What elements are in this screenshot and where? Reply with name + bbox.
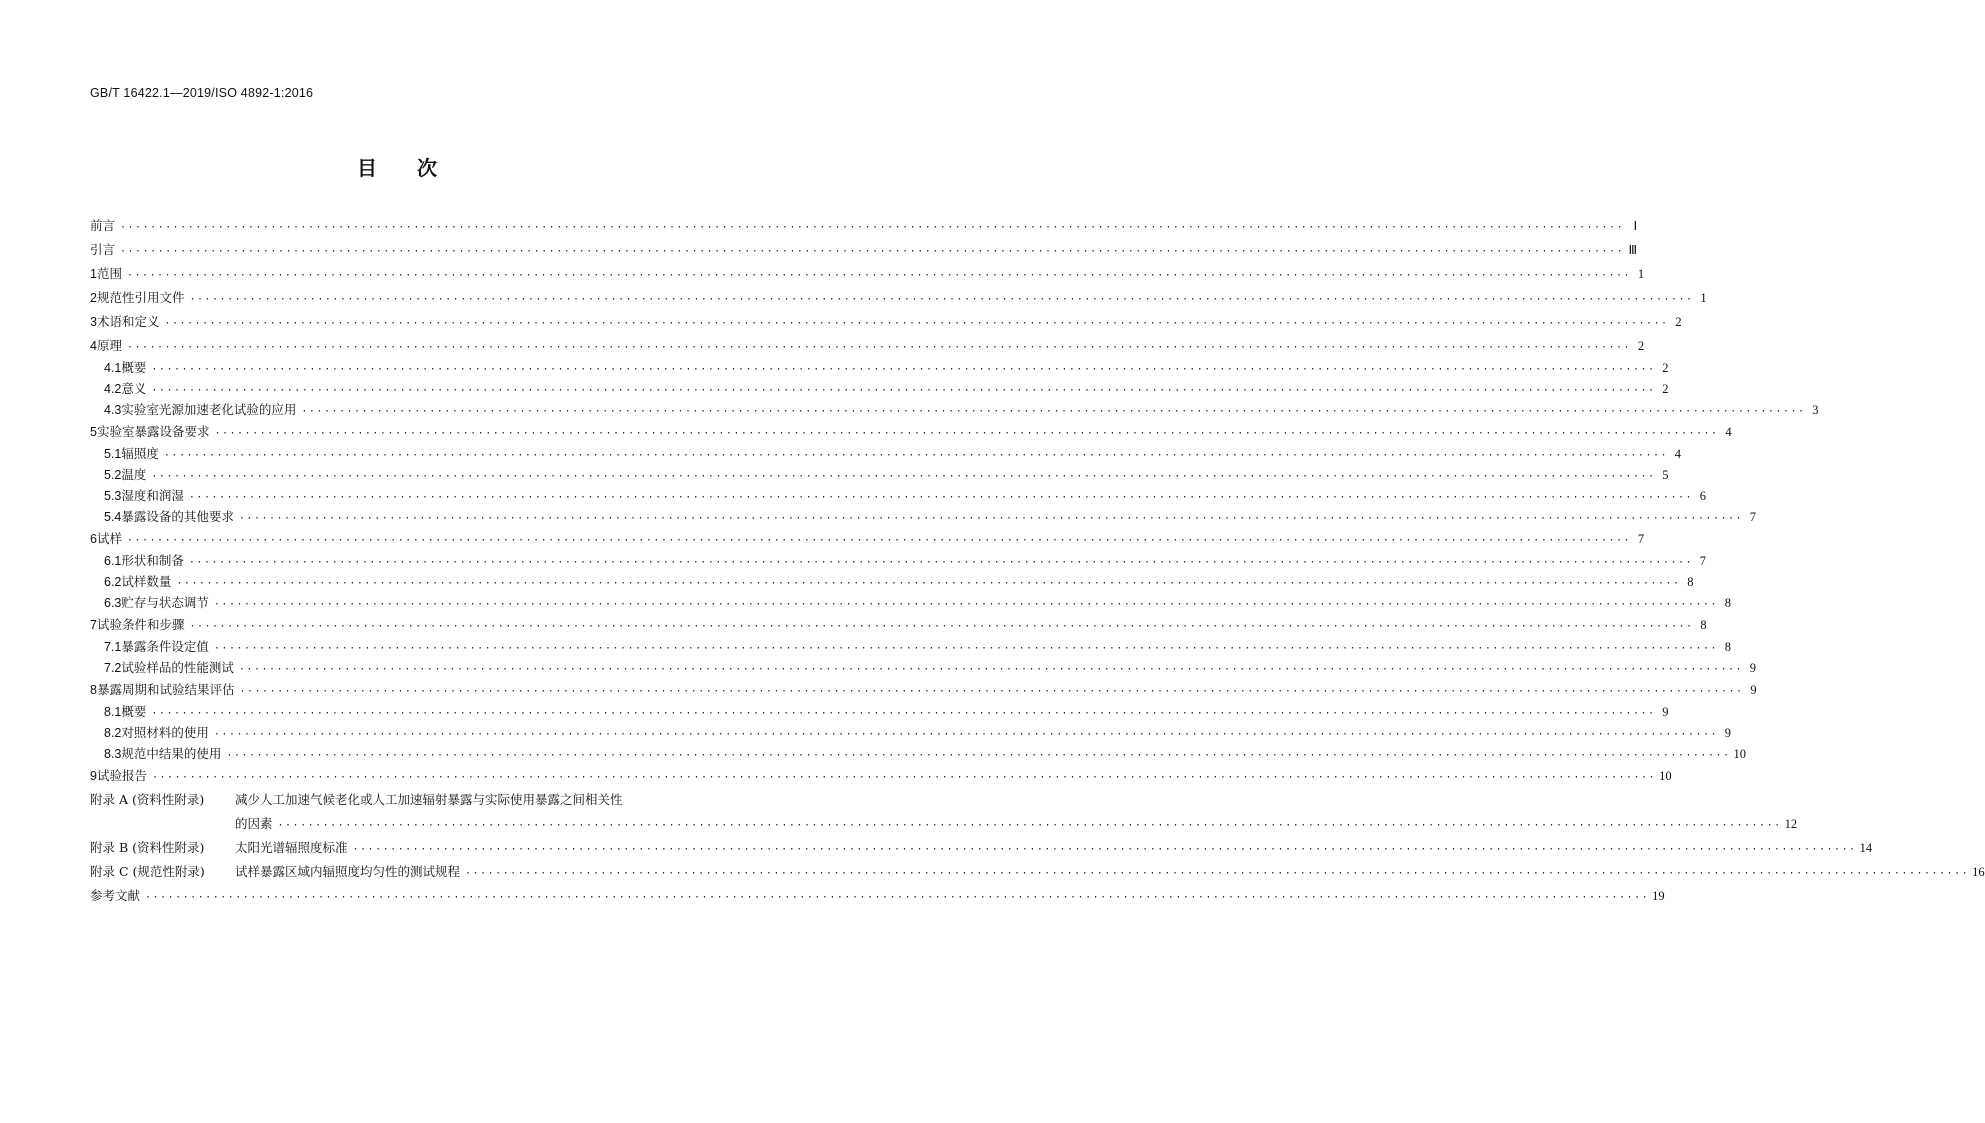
toc-entry-number: 6 (90, 532, 97, 546)
toc-entry[interactable] (90, 420, 1732, 444)
toc-entry-label: 意义 (121, 381, 147, 396)
toc-entry-page: 9 (1749, 661, 1757, 675)
toc-entry-label: 试验报告 (96, 768, 147, 783)
toc-leader-dots: ········································································································································································································ (213, 729, 1719, 740)
toc-entry[interactable] (90, 613, 1707, 637)
toc-entry-label: 参考文献 (90, 888, 141, 903)
toc-entry-page: 8 (1724, 596, 1732, 610)
toc-leader-dots: ········································································································································································································ (126, 535, 1632, 546)
toc-subentry[interactable] (90, 636, 1732, 657)
toc-entry-page: 8 (1687, 575, 1694, 589)
toc-subentry[interactable] (90, 443, 1682, 464)
toc-leader-dots: ········································································································································································································ (213, 599, 1719, 610)
toc-entry-page: Ⅲ (1628, 243, 1638, 257)
appendix-title-line2 (235, 860, 1985, 884)
toc-entry-page: 9 (1662, 705, 1669, 719)
toc-leader-dots: ········································································································································································································ (120, 246, 1625, 257)
toc-entry[interactable] (90, 214, 1638, 238)
toc-entry-number: 5.3 (104, 489, 122, 503)
toc-entry-label: 概要 (121, 360, 147, 375)
toc-entry-label: 湿度和润湿 (121, 488, 184, 503)
toc-entry[interactable] (90, 238, 1638, 262)
toc-subentry[interactable] (90, 399, 1819, 420)
toc-leader-dots: ········································································································································································································ (239, 686, 1744, 697)
toc-entry-page: 3 (1812, 403, 1819, 417)
appendix-title-line1: 减少人工加速气候老化或人工加速辐射暴露与实际使用暴露之间相关性 (235, 792, 623, 807)
toc-entry[interactable] (90, 262, 1645, 286)
toc-leader-dots: ········································································································································································································ (151, 471, 1656, 482)
toc-entry-label: 试样 (96, 531, 122, 546)
toc-leader-dots: ········································································································································································································ (120, 222, 1625, 233)
toc-subentry[interactable] (90, 701, 1669, 722)
toc-entry-label: 规范中结果的使用 (121, 746, 222, 761)
toc-entry-label: 暴露周期和试验结果评估 (96, 682, 235, 697)
toc-leader-dots: ········································································································································································································ (238, 513, 1744, 524)
toc-subentry[interactable] (90, 592, 1732, 613)
toc-entry-label: 辐照度 (121, 446, 159, 461)
appendix-title-line2 (235, 812, 1797, 836)
toc-entry-label: 规范性引用文件 (96, 290, 185, 305)
toc-entry[interactable] (90, 527, 1645, 551)
toc-entry-page: 2 (1637, 339, 1645, 353)
toc-entry[interactable] (90, 286, 1707, 310)
appendix-heading: 附录 A (资料性附录) (90, 792, 205, 807)
toc-entry-number: 2 (90, 291, 97, 305)
toc-entry-label: 引言 (90, 242, 116, 257)
toc-leader-dots: ········································································································································································································ (151, 708, 1656, 719)
toc-subentry[interactable] (90, 550, 1707, 571)
toc-leader-dots: ········································································································································································································ (214, 428, 1719, 439)
toc-entry-number: 9 (90, 769, 97, 783)
appendix-title-line2 (235, 836, 1872, 860)
toc-entry-label: 暴露条件设定值 (121, 639, 209, 654)
toc-entry-label: 温度 (121, 467, 147, 482)
toc-entry-page: 6 (1699, 489, 1707, 503)
toc-entry-label: 术语和定义 (96, 314, 160, 329)
toc-entries (90, 214, 1819, 788)
toc-subentry[interactable] (90, 571, 1694, 592)
toc-entry-page: Ⅰ (1633, 219, 1638, 233)
appendix-title-block (235, 860, 1985, 884)
toc-entry-label: 前言 (90, 218, 116, 233)
toc-leader-dots: ········································································································································································································ (352, 844, 1857, 855)
toc-entry-page: 5 (1662, 468, 1669, 482)
toc-entry-number: 6.1 (104, 554, 122, 568)
toc-leader-dots: ········································································································································································································ (164, 318, 1669, 329)
toc-leader-dots: ········································································································································································································ (188, 557, 1694, 568)
toc-entry-page: 1 (1637, 267, 1645, 281)
table-of-contents (90, 214, 1985, 908)
toc-leader-dots: ········································································································································································································ (126, 270, 1632, 281)
toc-entry-page: 2 (1662, 361, 1669, 375)
toc-leader-dots: ········································································································································································································ (277, 820, 1782, 831)
toc-entry-number: 6.3 (104, 596, 122, 610)
toc-leader-dots: ········································································································································································································ (126, 342, 1632, 353)
toc-entry-label: 试验条件和步骤 (96, 617, 185, 632)
toc-leader-dots: ········································································································································································································ (188, 492, 1694, 503)
toc-leader-dots: ········································································································································································································ (163, 450, 1669, 461)
appendix-heading: 附录 B (资料性附录) (90, 840, 205, 855)
toc-entry[interactable] (90, 310, 1682, 334)
toc-subentry[interactable] (90, 743, 1747, 764)
toc-entry-number: 7.1 (104, 640, 122, 654)
appendix-heading: 附录 C (规范性附录) (90, 864, 205, 879)
toc-entry-page: 8 (1724, 640, 1732, 654)
toc-entry-number: 5.2 (104, 468, 122, 482)
toc-subentry[interactable] (90, 378, 1669, 399)
toc-entry-number: 4 (90, 339, 97, 353)
toc-entry-page: 19 (1652, 889, 1665, 903)
toc-entry-label: 实验室暴露设备要求 (96, 424, 210, 439)
toc-entry-page: 10 (1659, 769, 1672, 783)
toc-appendix-entry[interactable] (90, 836, 1873, 860)
toc-leader-dots: ········································································································································································································ (238, 664, 1744, 675)
toc-entry-label: 贮存与状态调节 (121, 595, 209, 610)
toc-entry-page: 9 (1750, 683, 1757, 697)
appendix-title-text: 试样暴露区域内辐照度均匀性的测试规程 (235, 864, 461, 879)
toc-leader-dots: ········································································································································································································ (151, 364, 1656, 375)
toc-subentry[interactable] (90, 485, 1707, 506)
toc-leader-dots: ········································································································································································································ (226, 750, 1731, 761)
toc-entry-number: 7.2 (104, 661, 122, 675)
toc-entry-page: 14 (1859, 841, 1873, 855)
toc-subentry[interactable] (90, 464, 1669, 485)
toc-entry-page: 7 (1699, 554, 1707, 568)
toc-entry-number: 8.1 (104, 705, 122, 719)
toc-entry-page: 4 (1674, 447, 1682, 461)
standard-code-header: GB/T 16422.1—2019/ISO 4892-1:2016 (90, 86, 314, 100)
toc-entry-page: 9 (1724, 726, 1732, 740)
toc-subentry[interactable] (90, 506, 1757, 527)
toc-entry-number: 7 (90, 618, 97, 632)
toc-entry-number: 8.3 (104, 747, 122, 761)
toc-entry-number: 1 (90, 267, 97, 281)
toc-subentry[interactable] (90, 657, 1757, 678)
appendix-title-text: 太阳光谱辐照度标准 (235, 840, 348, 855)
toc-entry[interactable] (90, 764, 1672, 788)
toc-leader-dots: ········································································································································································································ (189, 294, 1694, 305)
toc-entry-page: 12 (1784, 817, 1798, 831)
toc-subentry[interactable] (90, 722, 1732, 743)
toc-entry-page: 7 (1749, 510, 1757, 524)
toc-subentry[interactable] (90, 357, 1669, 378)
toc-entry-page: 4 (1725, 425, 1732, 439)
toc-entry-number: 5.4 (104, 510, 122, 524)
toc-entry-page: 2 (1675, 315, 1682, 329)
toc-entry-number: 8 (90, 683, 97, 697)
toc-entry-number: 5 (90, 425, 97, 439)
toc-entry-number: 4.2 (104, 382, 122, 396)
toc-entry-label: 范围 (96, 266, 122, 281)
page-title: 目次 (357, 156, 477, 180)
toc-entry-page: 7 (1637, 532, 1645, 546)
toc-entry[interactable] (90, 678, 1757, 702)
toc-entry-label: 形状和制备 (121, 553, 184, 568)
toc-leader-dots: ········································································································································································································ (213, 643, 1719, 654)
toc-entry-label: 概要 (121, 704, 147, 719)
toc-entry-page: 10 (1733, 747, 1747, 761)
toc-entry-page: 1 (1700, 291, 1707, 305)
toc-leader-dots: ········································································································································································································ (145, 892, 1650, 903)
toc-entry-number: 6.2 (104, 575, 122, 589)
toc-entry[interactable] (90, 334, 1645, 358)
toc-entry-label: 暴露设备的其他要求 (121, 509, 234, 524)
toc-entry-number: 4.1 (104, 361, 122, 375)
appendix-title-block (235, 836, 1872, 860)
toc-entry-number: 8.2 (104, 726, 122, 740)
toc-entry-references[interactable] (90, 884, 1665, 908)
toc-appendix-entry[interactable] (90, 788, 1798, 836)
toc-appendix-entry[interactable] (90, 860, 1985, 884)
toc-leader-dots: ········································································································································································································ (176, 578, 1681, 589)
toc-entry-page: 16 (1972, 865, 1985, 879)
toc-entry-label: 原理 (96, 338, 122, 353)
toc-entry-number: 4.3 (104, 403, 122, 417)
toc-leader-dots: ········································································································································································································ (189, 621, 1694, 632)
toc-entry-page: 2 (1662, 382, 1669, 396)
appendix-list (90, 788, 1985, 884)
toc-entry-label: 对照材料的使用 (121, 725, 209, 740)
toc-leader-dots: ········································································································································································································ (151, 385, 1656, 396)
toc-entry-number: 3 (90, 315, 97, 329)
toc-entry-label: 实验室光源加速老化试验的应用 (121, 402, 297, 417)
toc-entry-page: 8 (1700, 618, 1707, 632)
toc-entry-label: 试样数量 (121, 574, 172, 589)
toc-leader-dots: ········································································································································································································ (301, 406, 1806, 417)
toc-entry-label: 试验样品的性能测试 (121, 660, 234, 675)
appendix-title-block (235, 788, 1797, 836)
toc-leader-dots: ········································································································································································································ (465, 868, 1970, 879)
toc-entry-number: 5.1 (104, 447, 122, 461)
appendix-title-text: 的因素 (235, 816, 273, 831)
toc-leader-dots: ········································································································································································································ (151, 772, 1657, 783)
